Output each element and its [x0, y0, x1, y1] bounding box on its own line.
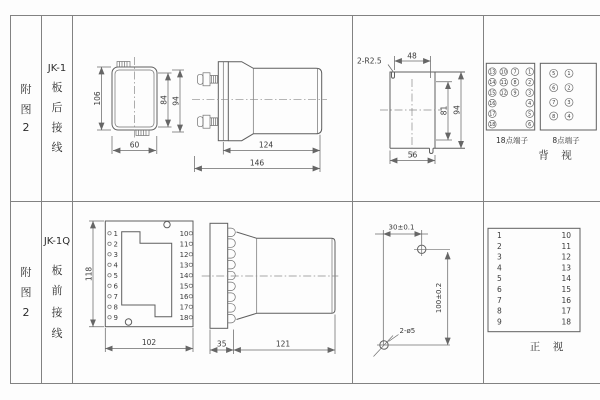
dim-outer-height: 94: [171, 96, 181, 106]
terminal-number: 12: [500, 91, 507, 97]
mounting-hole-bottom: [125, 319, 131, 325]
dim-plate: 35: [216, 339, 227, 349]
terminal-number: 12: [179, 251, 189, 260]
terminal-number: 7: [552, 100, 556, 107]
dim-slot-span: 48: [407, 51, 417, 61]
dim-inner-height: 84: [159, 95, 169, 105]
relay-body: [228, 62, 321, 141]
table-cell-right: 18: [561, 317, 571, 327]
terminal-number: 10: [179, 230, 189, 239]
jk1q-right-terminals: [180, 230, 193, 322]
terminal-number: 9: [113, 314, 118, 323]
terminal-number: 13: [179, 261, 189, 270]
terminal-dot: [189, 253, 192, 256]
screw-slot-top: [392, 72, 395, 78]
terminal-number: 17: [179, 303, 189, 312]
terminals-18: [486, 63, 534, 145]
panel-cutout-view: [357, 52, 465, 165]
dim-body-length: 124: [258, 140, 274, 150]
figure-number: 2: [22, 121, 30, 134]
table-cell-left: 2: [497, 241, 502, 251]
terminal-number: 17: [489, 112, 496, 118]
dim-width: 102: [141, 338, 157, 347]
wiring-label: 线: [51, 327, 63, 340]
table-cell-left: 7: [497, 295, 502, 305]
terminals-8-grid: [550, 69, 573, 120]
terminals-18-title: 18点端子: [495, 136, 529, 145]
table-cell-left: 1: [497, 231, 502, 240]
terminals-18-grid: [489, 68, 534, 128]
terminal-number: 2: [528, 81, 532, 86]
terminal-number: 7: [113, 293, 118, 302]
dim-hole-spacing-y: 100±0.2: [435, 282, 443, 314]
center-lines: [380, 79, 442, 157]
terminal-number: 3: [113, 251, 118, 260]
terminal-number: 6: [552, 85, 556, 92]
table-cell-right: 16: [561, 295, 571, 305]
terminal-bump: [228, 250, 236, 258]
table-cell-left: 5: [497, 274, 502, 284]
model-label: JK-1: [47, 63, 67, 74]
terminal-bump: [228, 261, 236, 269]
terminal-number: 7: [513, 70, 517, 76]
terminal-number: 9: [513, 91, 517, 97]
jk1q-front-view: [85, 221, 194, 352]
model-label: JK-1Q: [43, 236, 71, 247]
wiring-label: 接: [51, 306, 63, 319]
terminal-dot: [189, 242, 192, 245]
table-cell-left: 3: [497, 252, 502, 262]
figure-label: 附: [20, 266, 32, 279]
terminal-bump: [228, 282, 236, 290]
wiring-label: 板: [51, 81, 63, 94]
header-top-row: [21, 63, 67, 154]
terminal-number: 11: [179, 240, 189, 249]
terminal-dot: [189, 232, 192, 235]
terminal-bump: [228, 304, 236, 312]
terminal-bump: [228, 293, 236, 301]
table-cell-right: 11: [561, 241, 571, 251]
terminal-number: 16: [179, 293, 189, 302]
slot-callout: 2-R2.5: [357, 56, 382, 66]
terminal-number: 11: [500, 81, 507, 86]
terminal-dot: [108, 295, 111, 298]
terminal-dot: [108, 305, 111, 308]
terminal-screw-bottom: [198, 115, 219, 128]
dim-inner-height: 81: [439, 105, 449, 116]
terminal-dot: [189, 295, 192, 298]
rear-view-label: 背 视: [538, 149, 573, 162]
terminal-number: 2: [567, 85, 571, 92]
table-cell-right: 15: [561, 285, 571, 294]
terminal-number: 16: [489, 102, 496, 107]
terminal-dot: [189, 263, 192, 266]
terminal-bumps: [228, 228, 236, 323]
dim-hole-spacing-x: 30±0.1: [388, 223, 415, 232]
table-cell-left: 9: [497, 317, 502, 327]
wiring-label: 板: [51, 264, 63, 277]
jk1q-side-view: [202, 223, 339, 354]
terminal-bump: [228, 228, 236, 236]
terminal-dot: [108, 253, 111, 256]
table-cell-right: 14: [561, 274, 571, 284]
wiring-label: 后: [51, 101, 63, 114]
drilling-plan: [374, 224, 451, 357]
terminal-bump: [228, 271, 236, 279]
terminal-number: 14: [489, 81, 496, 86]
dim-height: 106: [93, 91, 102, 106]
terminal-dot: [108, 284, 111, 287]
terminal-number: 3: [528, 91, 532, 97]
terminal-block-top: [117, 62, 130, 68]
jk1-side-view: [192, 62, 327, 172]
jk1q-left-terminals: [108, 230, 119, 322]
jk1-front-view: [93, 57, 184, 154]
terminal-number: 18: [489, 123, 496, 128]
terminal-number: 14: [179, 272, 189, 281]
terminal-number: 1: [113, 230, 118, 239]
terminal-table-rows: [497, 231, 571, 326]
dim-body: 121: [275, 339, 291, 349]
screw-slot-bottom: [430, 148, 434, 153]
terminal-number: 8: [552, 113, 556, 120]
dim-height: 118: [84, 266, 94, 282]
terminal-dot: [108, 242, 111, 245]
figure-label: 图: [20, 286, 32, 299]
terminal-number: 1: [528, 70, 532, 76]
terminal-dot: [108, 274, 111, 277]
terminal-number: 5: [528, 112, 532, 118]
mounting-hole-top: [164, 221, 170, 227]
front-view-label: 正 视: [529, 341, 565, 353]
terminal-dot: [108, 232, 111, 235]
terminal-bump: [228, 239, 236, 247]
dim-width: 56: [407, 150, 418, 160]
terminal-dot: [189, 316, 192, 319]
table-cell-right: 12: [561, 252, 571, 262]
terminal-table: [488, 228, 580, 331]
terminal-dot: [108, 316, 111, 319]
terminal-number: 3: [567, 100, 571, 107]
table-cell-right: 13: [561, 263, 571, 273]
terminals-8-title: 8点端子: [552, 136, 580, 145]
terminal-number: 4: [113, 261, 118, 270]
wiring-label: 线: [51, 141, 63, 154]
table-cell-right: 17: [561, 306, 571, 316]
terminal-number: 2: [113, 240, 118, 249]
table-cell-right: 10: [561, 231, 571, 240]
terminal-number: 6: [113, 282, 118, 291]
terminal-number: 15: [489, 91, 496, 97]
terminal-block-bottom: [136, 130, 149, 136]
terminal-number: 1: [567, 71, 571, 78]
terminal-dot: [189, 274, 192, 277]
terminal-number: 8: [113, 303, 118, 312]
terminal-number: 18: [179, 314, 189, 323]
terminal-number: 10: [500, 70, 507, 76]
wiring-label: 接: [51, 121, 63, 134]
terminal-number: 5: [552, 71, 556, 78]
figure-number: 2: [22, 306, 30, 319]
terminal-dot: [189, 305, 192, 308]
dim-outer-height: 94: [452, 105, 462, 115]
dim-width: 60: [129, 140, 140, 150]
terminal-number: 4: [567, 113, 571, 120]
dim-total-length: 146: [249, 158, 265, 168]
terminal-number: 8: [513, 81, 517, 86]
hole-callout: 2-ø5: [399, 327, 416, 335]
table-cell-left: 4: [497, 263, 502, 273]
terminal-dot: [189, 284, 192, 287]
table-cell-left: 6: [497, 285, 502, 294]
header-bottom-row: [21, 236, 71, 340]
terminal-number: 5: [113, 272, 118, 281]
terminal-number: 6: [528, 123, 532, 128]
terminal-dot: [108, 263, 111, 266]
terminal-screw-top: [198, 73, 219, 86]
table-cell-left: 8: [497, 306, 502, 316]
terminals-8: [540, 63, 596, 145]
terminal-number: 4: [528, 102, 532, 107]
wiring-label: 前: [51, 284, 63, 297]
terminal-bump: [228, 315, 236, 323]
plate-window: [122, 232, 172, 317]
terminal-number: 13: [489, 70, 496, 76]
figure-label: 图: [20, 103, 32, 116]
figure-label: 附: [20, 83, 32, 96]
terminal-number: 15: [179, 282, 189, 291]
